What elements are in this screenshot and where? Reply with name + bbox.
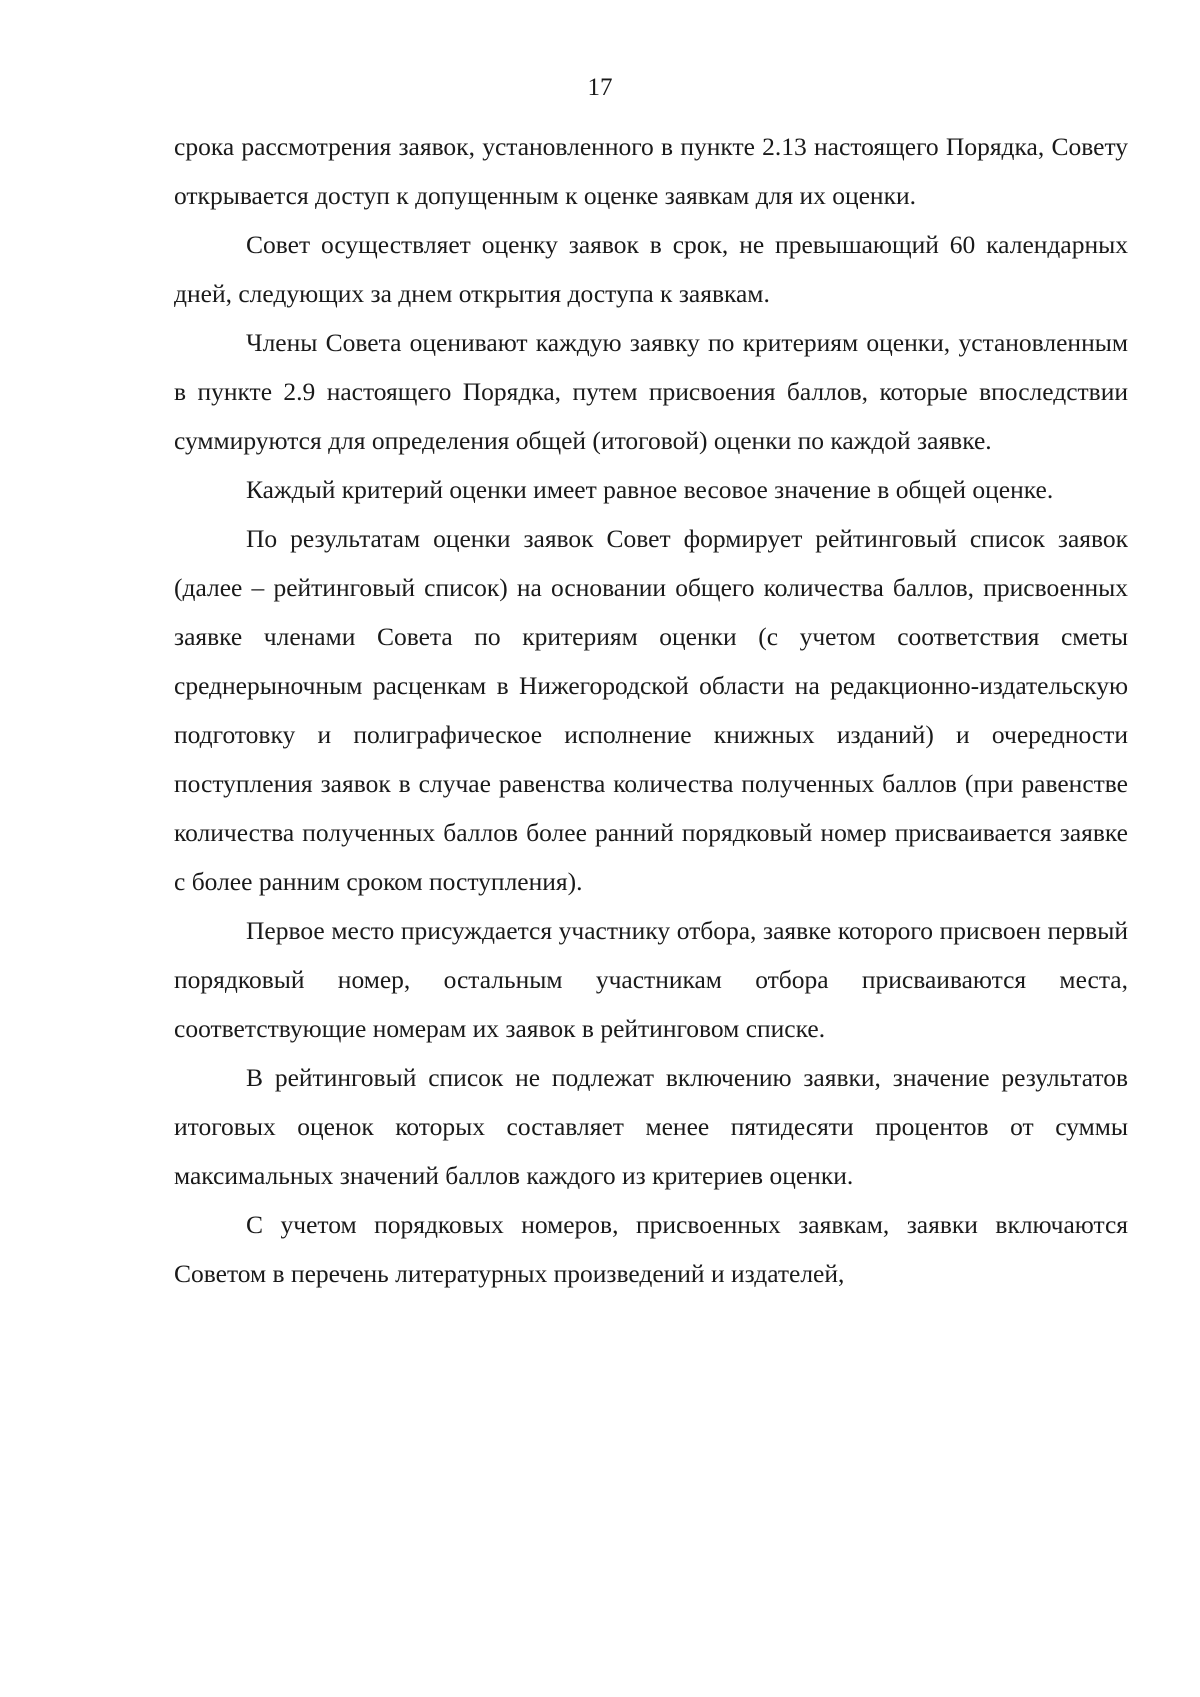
paragraph-continuation: срока рассмотрения заявок, установленного в пункте 2.13 настоящего Порядка, Совету открывается доступ к допущенным к оценке заявкам для их оценки. (174, 132, 1128, 210)
paragraph-rating-list: По результатам оценки заявок Совет формирует рейтинговый список заявок (далее – рейтинговый список) на основании общего количества баллов, присвоенных заявке членами Совета по критериям оценки (с учетом соответствия сметы среднерыночным расценкам в Нижегородской области на редакционно-издательскую подготовку и полиграфическое исполнение книжных изданий) и очередности поступления заявок в случае равенства количества полученных баллов (при равенстве количества полученных баллов более ранний порядковый номер присваивается заявке с более ранним сроком поступления). (174, 524, 1128, 896)
paragraph-members-evaluate: Члены Совета оценивают каждую заявку по критериям оценки, установленным в пункте 2.9 настоящего Порядка, путем присвоения баллов, которые впоследствии суммируются для определения общей (итоговой) оценки по каждой заявке. (174, 328, 1128, 455)
paragraph-inclusion: С учетом порядковых номеров, присвоенных заявкам, заявки включаются Советом в перечень литературных произведений и издателей, (174, 1210, 1128, 1288)
paragraph-evaluation-term: Совет осуществляет оценку заявок в срок, не превышающий 60 календарных дней, следующих за днем открытия доступа к заявкам. (174, 230, 1128, 308)
paragraph-criteria-weight: Каждый критерий оценки имеет равное весовое значение в общей оценке. (246, 475, 1054, 504)
page-number: 17 (587, 74, 613, 101)
paragraph-exclusion: В рейтинговый список не подлежат включению заявки, значение результатов итоговых оценок которых составляет менее пятидесяти процентов от суммы максимальных значений баллов каждого из критериев оценки. (174, 1063, 1128, 1190)
paragraph-first-place: Первое место присуждается участнику отбора, заявке которого присвоен первый порядковый номер, остальным участникам отбора присваиваются места, соответствующие номерам их заявок в рейтинговом списке. (174, 916, 1128, 1043)
document-body (174, 122, 1128, 1298)
